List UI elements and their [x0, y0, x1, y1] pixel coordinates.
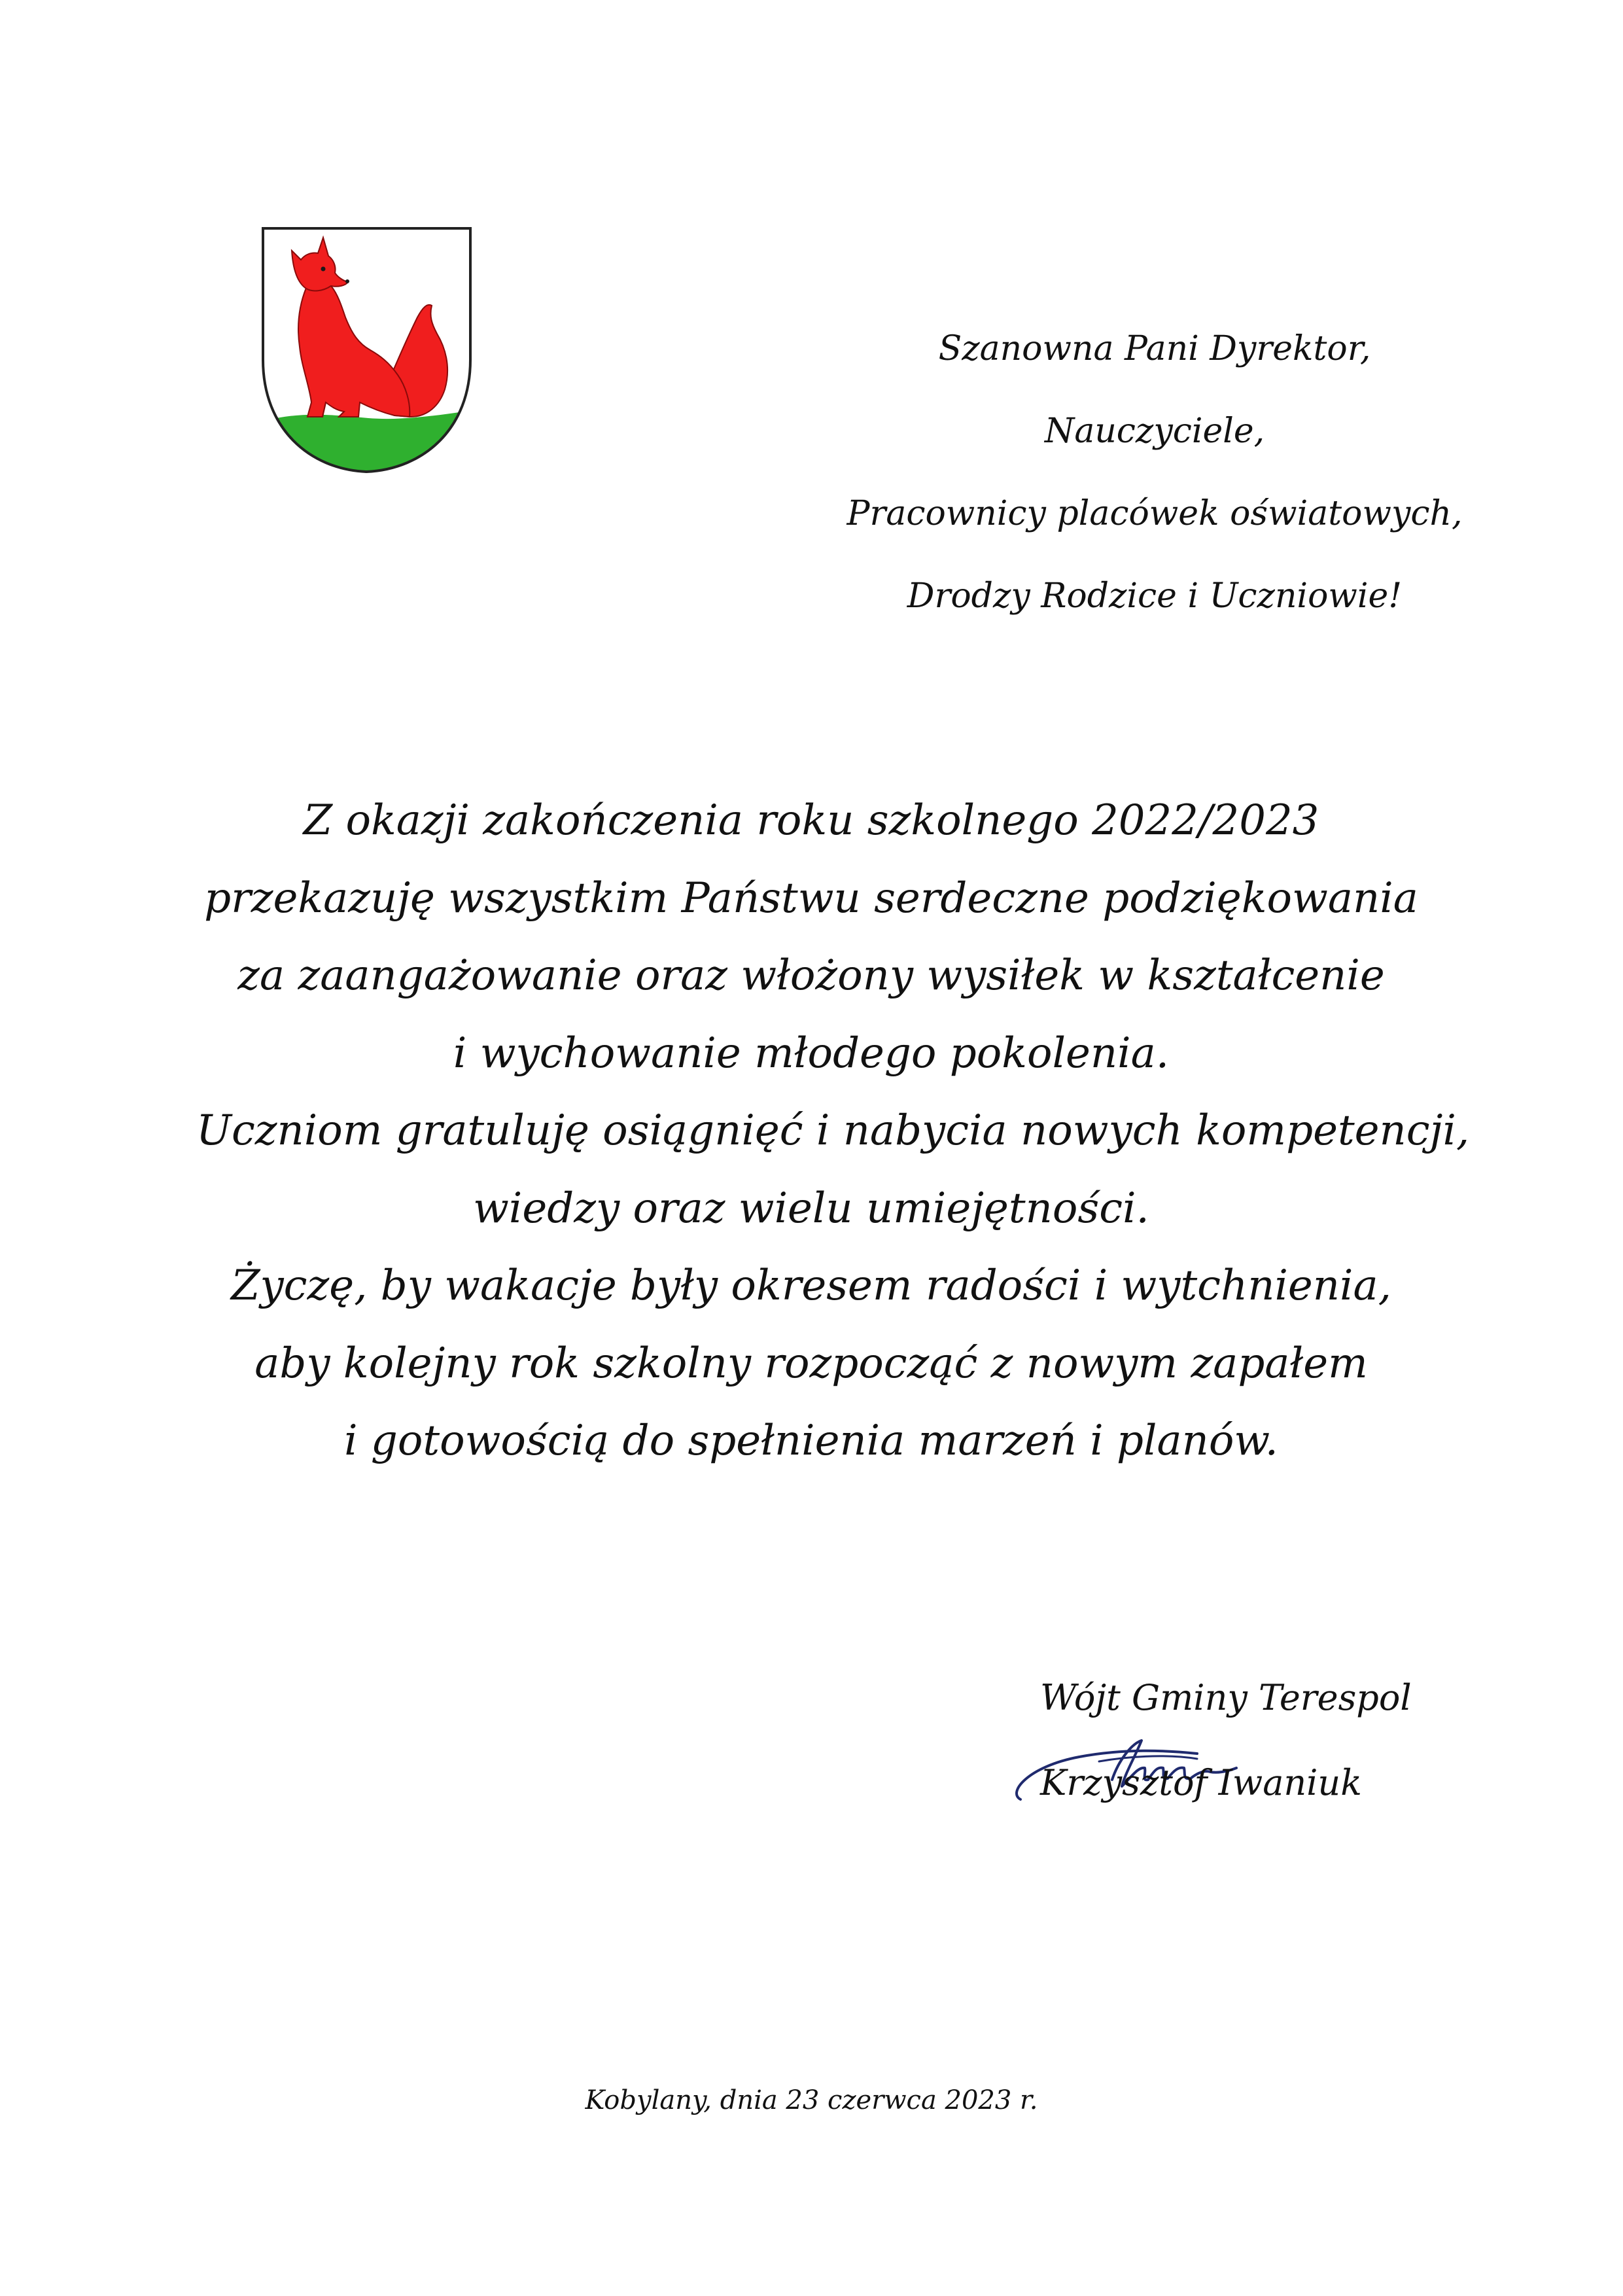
body-line: aby kolejny rok szkolny rozpocząć z nowym zapałem [254, 1339, 1368, 1388]
body-line: Z okazji zakończenia roku szkolnego 2022/2023 [303, 796, 1319, 845]
salutation-line: Szanowna Pani Dyrektor, [938, 329, 1371, 368]
body-line: i wychowanie młodego pokolenia. [453, 1029, 1170, 1078]
salutation-line: Nauczyciele, [1044, 412, 1265, 451]
coat-of-arms [260, 226, 473, 474]
letter-body [196, 782, 1470, 1480]
body-line: przekazuję wszystkim Państwu serdeczne podziękowania [204, 874, 1418, 923]
place-and-date: Kobylany, dnia 23 czerwca 2023 r. [585, 2085, 1038, 2115]
body-line: i gotowością do spełnienia marzeń i planów. [344, 1417, 1278, 1465]
salutation-line: Pracownicy placówek oświatowych, [846, 494, 1463, 533]
body-line: za zaangażowanie oraz włożony wysiłek w kształcenie [237, 951, 1385, 1000]
signatory-name: Krzysztof Iwaniuk [1040, 1762, 1362, 1803]
signatory-title: Wójt Gminy Terespol [1040, 1677, 1412, 1718]
fox-coat-of-arms-icon [260, 226, 473, 474]
body-line: Uczniom gratuluję osiągnięć i nabycia nowych kompetencji, [196, 1106, 1470, 1155]
salutation-block [746, 308, 1563, 637]
body-line: wiedzy oraz wielu umiejętności. [473, 1184, 1149, 1233]
salutation-line: Drodzy Rodzice i Uczniowie! [907, 576, 1403, 616]
signature-block [1001, 1672, 1412, 1855]
body-line: Życzę, by wakacje były okresem radości i wytchnienia, [231, 1262, 1391, 1310]
